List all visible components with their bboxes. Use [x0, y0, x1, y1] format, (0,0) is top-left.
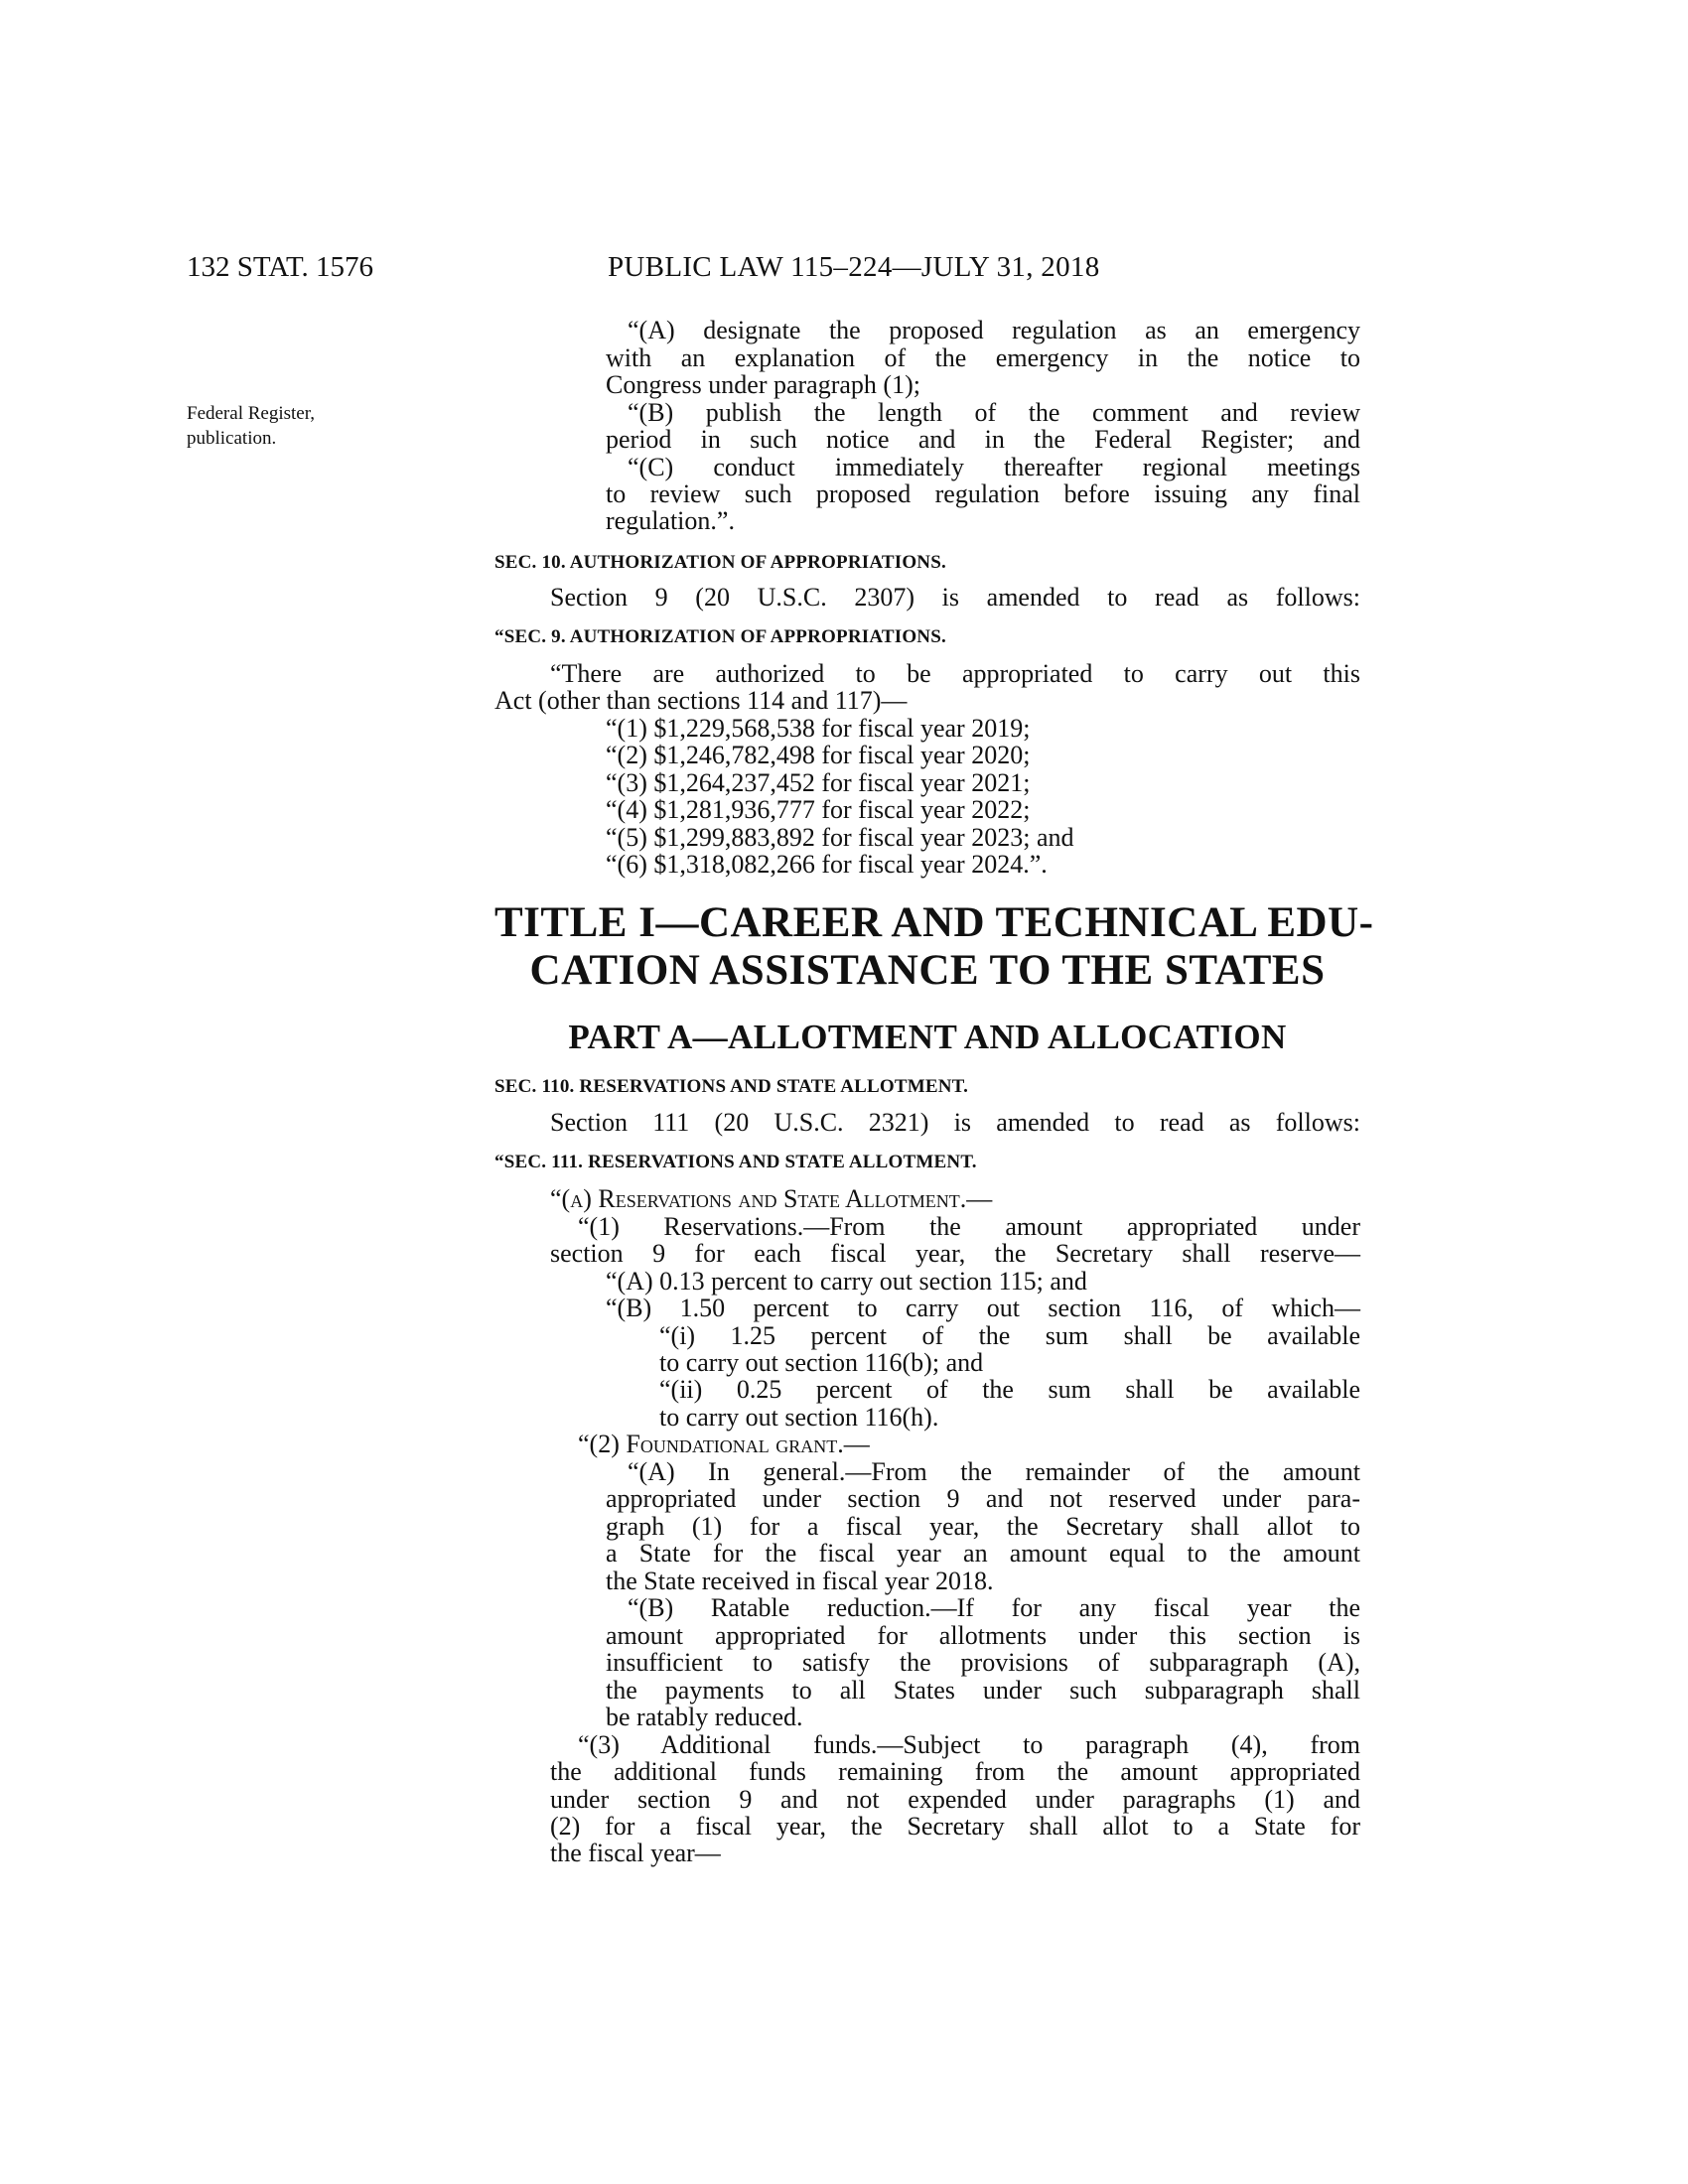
text-line: “(A) designate the proposed regulation as an emergency	[628, 316, 1360, 344]
text-line: to review such proposed regulation before issuing any final	[606, 479, 1360, 508]
text-line: to carry out section 116(b); and	[659, 1348, 984, 1377]
text-line: under section 9 and not expended under paragraphs (1) and	[550, 1785, 1360, 1814]
list-item: “(4) $1,281,936,777 for fiscal year 2022;	[606, 795, 1031, 824]
text-line: “There are authorized to be appropriated to carry out this	[550, 659, 1360, 688]
text-line: a State for the fiscal year an amount equal to the amount	[606, 1539, 1360, 1568]
text-line: section 9 for each fiscal year, the Secretary shall reserve—	[550, 1239, 1360, 1268]
text-line: “(B) 1.50 percent to carry out section 116, of which—	[606, 1294, 1360, 1322]
list-item: “(6) $1,318,082,266 for fiscal year 2024.”.	[606, 850, 1048, 879]
text-line: amount appropriated for allotments under this section is	[606, 1621, 1360, 1650]
text-line: regulation.”.	[606, 506, 735, 535]
text-line: “(3) Additional funds.—Subject to paragraph (4), from	[578, 1730, 1360, 1759]
text-line: insufficient to satisfy the provisions of subparagraph (A),	[606, 1648, 1360, 1677]
text-line: graph (1) for a fiscal year, the Secretary shall allot to	[606, 1512, 1360, 1541]
text-line: to carry out section 116(h).	[659, 1403, 939, 1432]
text-line: “(C) conduct immediately thereafter regional meetings	[628, 453, 1360, 481]
text-line: the payments to all States under such subparagraph shall	[606, 1676, 1360, 1705]
margin-note-line: publication.	[187, 428, 277, 449]
running-header: PUBLIC LAW 115–224—JULY 31, 2018	[608, 251, 1100, 283]
part-heading: PART A—ALLOTMENT AND ALLOCATION	[568, 1018, 1287, 1056]
section-heading: “SEC. 111. RESERVATIONS AND STATE ALLOTMENT.	[494, 1152, 977, 1172]
text-line: the additional funds remaining from the amount appropriated	[550, 1757, 1360, 1786]
list-item: “(1) $1,229,568,538 for fiscal year 2019;	[606, 714, 1031, 743]
section-heading: SEC. 10. AUTHORIZATION OF APPROPRIATIONS.	[494, 552, 946, 573]
text-line: “(A) In general.—From the remainder of the amount	[628, 1457, 1360, 1486]
text-line: “(B) Ratable reduction.—If for any fiscal year the	[628, 1593, 1360, 1622]
text-line: Act (other than sections 114 and 117)—	[494, 686, 908, 715]
text-line: the State received in fiscal year 2018.	[606, 1567, 994, 1595]
title-heading: CATION ASSISTANCE TO THE STATES	[529, 947, 1326, 994]
text-line: Section 111 (20 U.S.C. 2321) is amended to read as follows:	[550, 1108, 1360, 1137]
text-line: “(2) Foundational grant.—	[578, 1430, 870, 1458]
text-line: the fiscal year—	[550, 1839, 721, 1867]
section-heading: “SEC. 9. AUTHORIZATION OF APPROPRIATIONS.	[494, 626, 946, 647]
text-line: “(A) 0.13 percent to carry out section 115; and	[606, 1267, 1087, 1296]
text-line: “(a) Reservations and State Allotment.—	[550, 1184, 993, 1213]
title-heading: TITLE I—CAREER AND TECHNICAL EDU-	[494, 899, 1374, 946]
section-heading: SEC. 110. RESERVATIONS AND STATE ALLOTMENT.	[494, 1076, 969, 1097]
text-line: period in such notice and in the Federal Register; and	[606, 425, 1360, 454]
text-line: “(B) publish the length of the comment and review	[628, 398, 1360, 427]
text-line: (2) for a fiscal year, the Secretary shall allot to a State for	[550, 1812, 1360, 1841]
list-item: “(2) $1,246,782,498 for fiscal year 2020;	[606, 741, 1031, 769]
text-line: appropriated under section 9 and not reserved under para-	[606, 1484, 1360, 1513]
list-item: “(3) $1,264,237,452 for fiscal year 2021;	[606, 768, 1031, 797]
page-stat-citation: 132 STAT. 1576	[187, 251, 374, 283]
text-line: “(i) 1.25 percent of the sum shall be available	[659, 1321, 1360, 1350]
text-line: Congress under paragraph (1);	[606, 370, 920, 399]
text-line: “(ii) 0.25 percent of the sum shall be available	[659, 1375, 1360, 1404]
text-line: be ratably reduced.	[606, 1703, 803, 1731]
text-line: Section 9 (20 U.S.C. 2307) is amended to read as follows:	[550, 583, 1360, 612]
margin-note-line: Federal Register,	[187, 403, 316, 424]
text-line: “(1) Reservations.—From the amount appropriated under	[578, 1212, 1360, 1241]
text-line: with an explanation of the emergency in the notice to	[606, 343, 1360, 372]
list-item: “(5) $1,299,883,892 for fiscal year 2023; and	[606, 823, 1074, 852]
